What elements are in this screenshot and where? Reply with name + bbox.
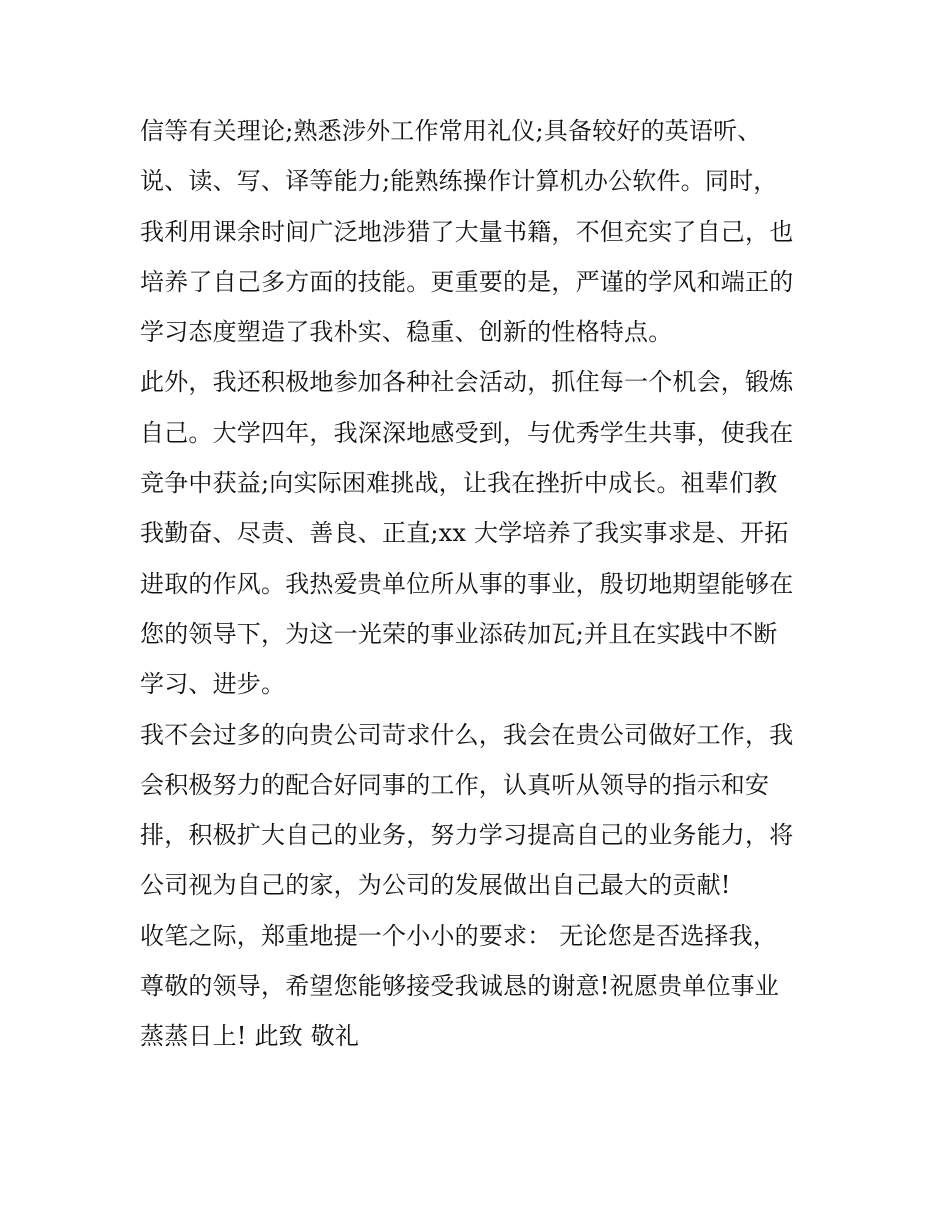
text-line: 我勤奋、尽责、善良、正直;xx 大学培养了我实事求是、开拓	[140, 519, 789, 548]
text-line: 我利用课余时间广泛地涉猎了大量书籍，不但充实了自己，也	[140, 217, 794, 246]
text-line: 您的领导下，为这一光荣的事业添砖加瓦;并且在实践中不断	[140, 619, 778, 648]
text-line: 此外，我还积极地参加各种社会活动，抓住每一个机会，锻炼	[140, 368, 794, 397]
text-line: 培养了自己多方面的技能。更重要的是，严谨的学风和端正的	[140, 267, 794, 296]
text-line: 尊敬的领导，希望您能够接受我诚恳的谢意!祝愿贵单位事业	[140, 972, 780, 1001]
text-line: 我不会过多的向贵公司苛求什么，我会在贵公司做好工作，我	[140, 720, 794, 749]
text-line: 竞争中获益;向实际困难挑战，让我在挫折中成长。祖辈们教	[140, 469, 778, 498]
text-line: 会积极努力的配合好同事的工作，认真听从领导的指示和安	[140, 770, 770, 799]
text-line: 公司视为自己的家，为公司的发展做出自己最大的贡献!	[140, 871, 731, 900]
text-line: 排，积极扩大自己的业务，努力学习提高自己的业务能力，将	[140, 821, 794, 850]
text-line: 收笔之际，郑重地提一个小小的要求： 无论您是否选择我，	[140, 921, 778, 950]
text-line: 蒸蒸日上! 此致 敬礼	[140, 1022, 360, 1051]
text-line: 信等有关理论;熟悉涉外工作常用礼仪;具备较好的英语听、	[140, 117, 762, 145]
text-line: 学习、进步。	[140, 670, 286, 699]
letter-body	[140, 106, 820, 1062]
text-line: 进取的作风。我热爱贵单位所从事的事业，殷切地期望能够在	[140, 569, 794, 598]
text-line: 学习态度塑造了我朴实、稳重、创新的性格特点。	[140, 318, 673, 347]
text-line: 自己。大学四年，我深深地感受到，与优秀学生共事，使我在	[140, 418, 794, 447]
text-line: 说、读、写、译等能力;能熟练操作计算机办公软件。同时，	[140, 167, 778, 196]
